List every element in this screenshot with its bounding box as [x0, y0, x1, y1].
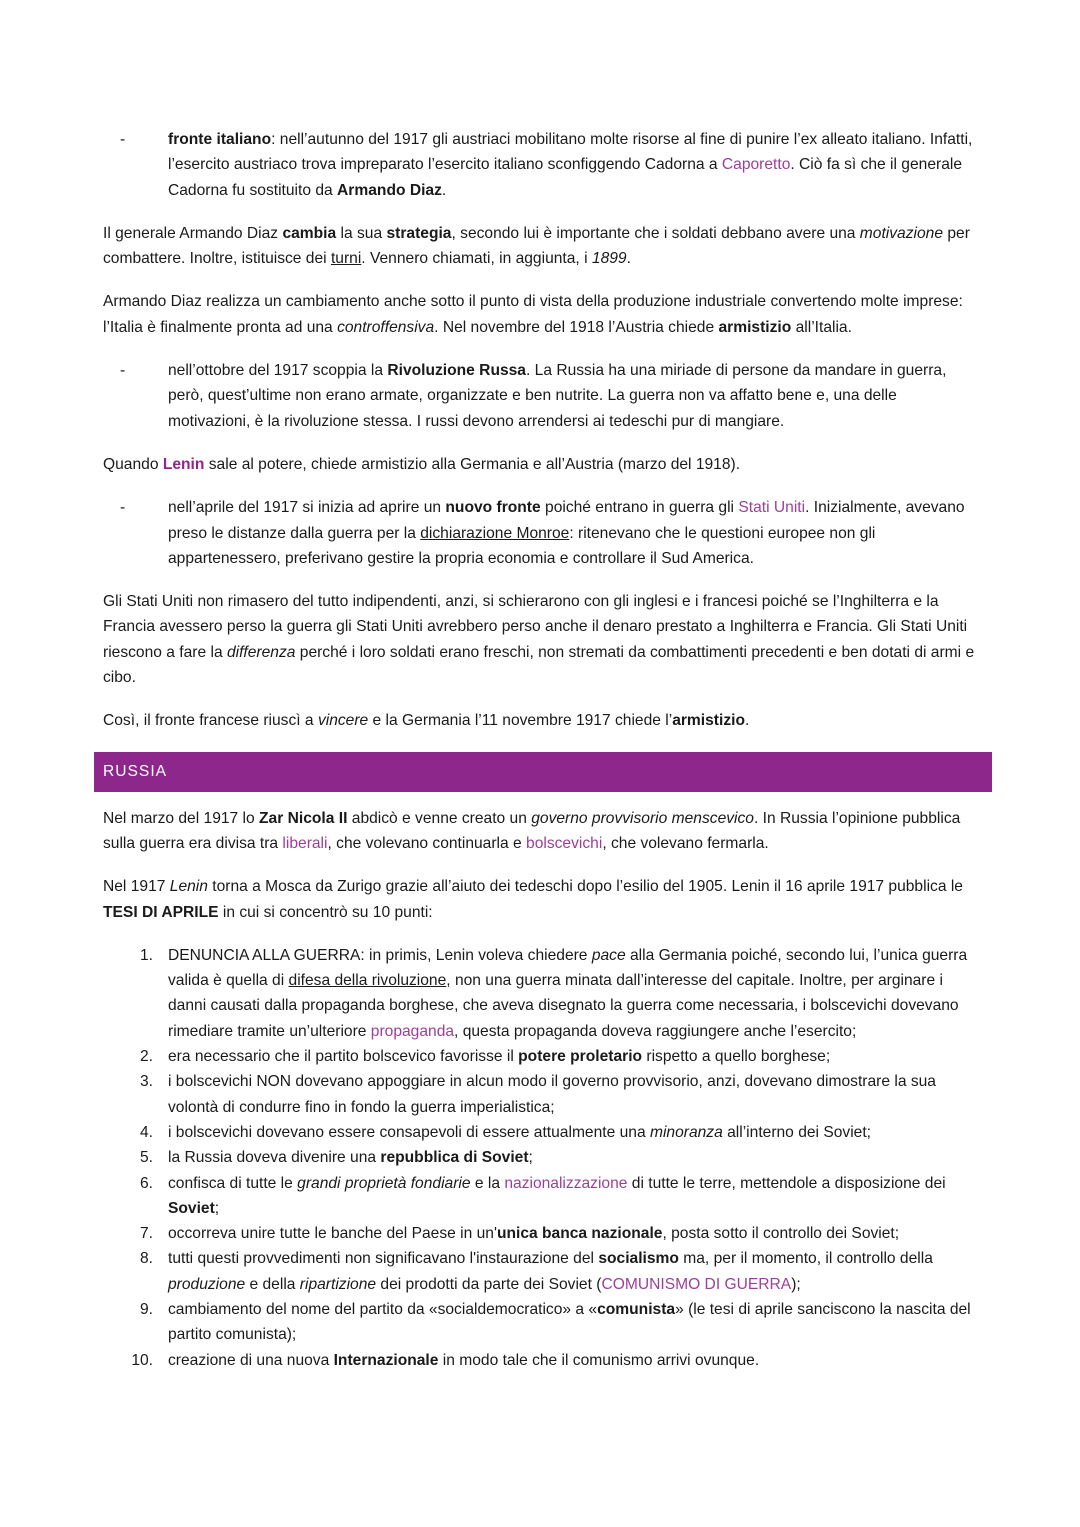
highlight-term: bolscevichi: [526, 834, 603, 852]
text: : nell’autunno del 1917 gli austriaci mobilitano molte risorse al fine di punire l’ex alleato italiano. Infatti, l’esercito austriaco trova impreparato l’esercito italiano sconfiggendo Cadorna a: [168, 131, 973, 174]
emphasis: minoranza: [649, 1123, 723, 1141]
text: .: [626, 250, 631, 268]
highlight-term: Caporetto: [721, 156, 791, 174]
bullet-item-stati-uniti: [103, 495, 983, 571]
text: all’Italia.: [791, 318, 852, 336]
text: era necessario che il partito bolscevico favorisse il: [168, 1048, 519, 1066]
list-item-text: [168, 943, 983, 1044]
bullet-list: [103, 358, 983, 434]
term: cambia: [282, 224, 337, 242]
emphasis: differenza: [226, 643, 296, 661]
text: Il generale Armando Diaz: [103, 224, 283, 242]
text: alla Germania poiché, secondo lui, l’unica guerra valida è quella di: [168, 946, 968, 990]
emphasis: Lenin: [169, 878, 208, 896]
bullet-text: [168, 127, 983, 203]
text: » (le tesi di aprile sanciscono la nascita del partito comunista);: [168, 1300, 971, 1344]
underlined-term: dichiarazione Monroe: [420, 524, 570, 542]
text: la Russia doveva divenire una: [168, 1149, 381, 1167]
text: : ritenevano che le questioni europee non gli appartenessero, preferivano gestire la propria economia e controllare il Sud America.: [168, 524, 876, 567]
term: Armando Diaz: [337, 181, 442, 199]
emphasis: 1899: [591, 250, 627, 268]
text: Così, il fronte francese riuscì a: [103, 712, 318, 730]
term: Rivoluzione Russa: [387, 362, 526, 380]
text: Nel 1917: [103, 878, 170, 896]
underlined-term: turni: [330, 250, 362, 268]
text: e la Germania l’11 novembre 1917 chiede l’: [368, 712, 673, 730]
paragraph-zar-nicola: [103, 806, 983, 857]
list-item: [103, 943, 983, 1044]
term: TESI DI APRILE: [103, 903, 219, 921]
list-number: 4.: [139, 1123, 153, 1141]
text: . Vennero chiamati, in aggiunta, i: [361, 250, 592, 268]
list-item: [103, 1171, 983, 1222]
emphasis: grandi proprietà fondiarie: [297, 1174, 471, 1192]
underlined-term: difesa della rivoluzione: [288, 972, 447, 990]
bullet-item-rivoluzione-russa: [103, 358, 983, 434]
emphasis: motivazione: [859, 224, 944, 242]
term: fronte italiano: [168, 131, 272, 148]
text: , che volevano fermarla.: [602, 834, 769, 852]
text: nell’aprile del 1917 si inizia ad aprire un: [168, 499, 446, 517]
list-item: [103, 1348, 983, 1373]
list-number: 5.: [139, 1149, 153, 1167]
list-item-text: [168, 1297, 983, 1348]
text: dei prodotti da parte dei Soviet (: [376, 1275, 602, 1293]
paragraph-diaz-produzione: [103, 289, 983, 340]
list-item-text: [168, 1120, 983, 1145]
paragraph-lenin-armistizio: [103, 452, 983, 477]
emphasis: pace: [591, 946, 626, 964]
text: poiché entrano in guerra gli: [540, 499, 739, 517]
emphasis: ripartizione: [299, 1275, 377, 1293]
term: armistizio: [718, 318, 792, 336]
text: abdicò e venne creato un: [347, 809, 532, 827]
list-item: [103, 1221, 983, 1246]
list-item: [103, 1069, 983, 1120]
text: occorreva unire tutte le banche del Paese in un': [168, 1225, 497, 1243]
text: . In Russia l’opinione pubblica sulla guerra era divisa tra: [103, 809, 961, 852]
list-number: 9.: [139, 1300, 153, 1318]
bullet-dash: -: [120, 131, 126, 148]
paragraph-tesi-intro: [103, 874, 983, 925]
text: per combattere. Inoltre, istituisce dei: [103, 224, 970, 268]
text: . La Russia ha una miriade di persone da mandare in guerra, però, quest’ultime non erano armate, organizzate e ben nutrite. La guerra non va affatto bene e, una delle motivazioni, è la rivoluzione stessa. I russi devono arrendersi ai tedeschi pur di mangiare.: [168, 362, 947, 430]
term: unica banca nazionale: [496, 1225, 663, 1243]
bullet-dash: -: [120, 362, 126, 380]
text: cambiamento del nome del partito da «socialdemocratico» a «: [168, 1300, 598, 1318]
text: . Nel novembre del 1918 l’Austria chiede: [434, 318, 719, 336]
term: repubblica di Soviet: [380, 1149, 529, 1167]
term: Internazionale: [333, 1351, 439, 1369]
list-number: 7.: [139, 1225, 153, 1243]
bullet-text: [168, 358, 983, 434]
list-item-text: [168, 1348, 983, 1373]
bullet-dash: -: [120, 499, 126, 517]
highlight-term: COMUNISMO DI GUERRA: [601, 1275, 792, 1293]
term: strategia: [386, 224, 452, 242]
term: Zar Nicola II: [259, 809, 348, 827]
bullet-list: [103, 495, 983, 571]
list-item: [103, 1145, 983, 1170]
text: ;: [214, 1199, 220, 1217]
emphasis: governo provvisorio menscevico: [531, 809, 754, 827]
text: , secondo lui è importante che i soldati debbano avere una: [451, 224, 860, 242]
paragraph-diaz-strategia: [103, 221, 983, 272]
text: , questa propaganda doveva raggiungere anche l’esercito;: [454, 1022, 857, 1040]
text: i bolscevichi NON dovevano appoggiare in alcun modo il governo provvisorio, anzi, dovevano dimostrare la sua volontà di condurre fino in fondo la guerra imperialistica;: [168, 1073, 936, 1116]
text: tutti questi provvedimenti non significavano l'instaurazione del: [168, 1250, 599, 1268]
highlight-term: Lenin: [162, 455, 205, 473]
paragraph-stati-uniti: [103, 589, 983, 690]
text: rispetto a quello borghese;: [642, 1048, 831, 1066]
text: , non una guerra minata dall’interesse del capitale. Inoltre, per arginare i danni causati dalla propaganda borghese, che aveva disegnato la guerra come necessaria, i bolscevichi dovevano rimediare tramite un’ulteriore: [168, 972, 959, 1040]
document-body: [103, 127, 983, 1373]
list-number: 3.: [139, 1073, 153, 1091]
list-item-text: [168, 1221, 983, 1246]
text: confisca di tutte le: [168, 1174, 298, 1192]
term: armistizio: [672, 712, 745, 730]
list-item-text: [168, 1246, 983, 1297]
text: torna a Mosca da Zurigo grazie all’aiuto dei tedeschi dopo l’esilio del 1905. Lenin il 16 aprile 1917 pubblica le: [207, 878, 963, 896]
list-item: [103, 1044, 983, 1069]
text: .: [441, 181, 447, 199]
text: sale al potere, chiede armistizio alla Germania e all’Austria (marzo del 1918).: [204, 455, 741, 473]
text: , posta sotto il controllo dei Soviet;: [662, 1225, 900, 1243]
text: creazione di una nuova: [168, 1351, 334, 1369]
term: comunista: [597, 1300, 676, 1318]
text: , che volevano continuarla e: [327, 834, 527, 852]
list-item-text: [168, 1171, 983, 1222]
text: ;: [528, 1149, 533, 1167]
text: Gli Stati Uniti non rimasero del tutto indipendenti, anzi, si schierarono con gli inglesi e i francesi poiché se l’Inghilterra e la Francia avessero perso la guerra gli Stati Uniti avrebbero perso anche il denaro prestato a Inghilterra e Francia. Gli Stati Uniti riescono a fare la: [103, 593, 968, 661]
list-number: 1.: [139, 946, 153, 964]
text: all’interno dei Soviet;: [722, 1123, 872, 1141]
bullet-list: [103, 127, 983, 203]
section-heading-russia: RUSSIA: [94, 752, 992, 792]
list-number: 2.: [139, 1048, 153, 1066]
list-number: 10.: [131, 1351, 153, 1369]
text: nell’ottobre del 1917 scoppia la: [168, 362, 388, 380]
term: nuovo fronte: [445, 499, 541, 517]
highlight-term: liberali: [282, 834, 328, 852]
paragraph-fronte-francese: [103, 708, 983, 733]
list-number: 8.: [139, 1250, 153, 1268]
text: );: [791, 1275, 801, 1293]
list-number: 6.: [139, 1174, 153, 1192]
text: perché i loro soldati erano freschi, non stremati da combattimenti precedenti e ben dotati di armi e cibo.: [103, 643, 975, 687]
list-item-text: [168, 1069, 983, 1120]
bullet-text: [168, 495, 983, 571]
list-item-text: [168, 1044, 983, 1069]
text: in modo tale che il comunismo arrivi ovunque.: [438, 1351, 760, 1369]
text: in cui si concentrò su 10 punti:: [218, 903, 433, 921]
text: . Ciò fa sì che il generale Cadorna fu sostituito da: [168, 156, 962, 199]
text: .: [744, 712, 750, 730]
text: e della: [245, 1275, 300, 1293]
text: la sua: [336, 224, 387, 242]
text: Nel marzo del 1917 lo: [103, 809, 260, 827]
list-item: [103, 1120, 983, 1145]
highlight-term: nazionalizzazione: [504, 1174, 628, 1192]
text: Quando: [103, 455, 163, 473]
highlight-term: Stati Uniti: [738, 499, 806, 517]
text: e la: [470, 1174, 505, 1192]
list-item: [103, 1246, 983, 1297]
term: socialismo: [598, 1250, 679, 1268]
list-item: [103, 1297, 983, 1348]
term: potere proletario: [518, 1048, 643, 1066]
emphasis: produzione: [168, 1275, 246, 1293]
emphasis: vincere: [317, 712, 369, 730]
text: i bolscevichi dovevano essere consapevoli di essere attualmente una: [168, 1123, 650, 1141]
text: ma, per il momento, il controllo della: [678, 1250, 933, 1268]
bullet-item-fronte-italiano: [103, 127, 983, 203]
term: Soviet: [168, 1199, 215, 1217]
tesi-di-aprile-list: [103, 943, 983, 1373]
text: di tutte le terre, mettendole a disposizione dei: [627, 1174, 946, 1192]
emphasis: controffensiva: [337, 318, 435, 336]
text: . Inizialmente, avevano preso le distanze dalla guerra per la: [168, 499, 965, 542]
text: DENUNCIA ALLA GUERRA: in primis, Lenin voleva chiedere: [168, 946, 592, 964]
text: Armando Diaz realizza un cambiamento anche sotto il punto di vista della produzione industriale convertendo molte imprese: l’Italia è finalmente pronta ad una: [103, 293, 963, 336]
highlight-term: propaganda: [370, 1022, 455, 1040]
list-item-text: [168, 1145, 983, 1170]
